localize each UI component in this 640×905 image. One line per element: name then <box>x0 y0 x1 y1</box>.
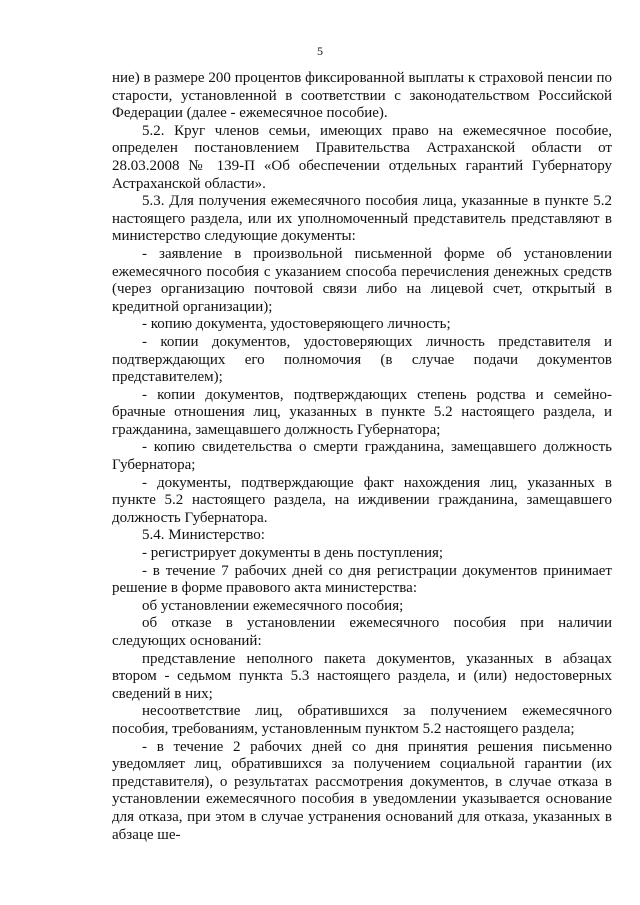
list-item-notification: - в течение 2 рабочих дней со дня принятия решения письменно уведомляет лиц, обратившихся за получением социальной гарантии (их представителя), о результатах рассмотрения документов, в случае отказа в установлении ежемесячного пособия в уведомлении указывается основание для отказа, при этом в случае устранения оснований для отказа, указанных в абзаце ше- <box>112 738 612 843</box>
list-item-death-certificate: - копию свидетельства о смерти гражданина, замещавшего должность Губернатора; <box>112 439 612 474</box>
page-number: 5 <box>317 44 323 58</box>
list-item-nonconformity: несоответствие лиц, обратившихся за получением ежемесячного пособия, требованиям, установленным пунктом 5.2 настоящего раздела; <box>112 703 612 737</box>
paragraph-5-3: 5.3. Для получения ежемесячного пособия лица, указанные в пункте 5.2 настоящего раздела, или их уполномоченный представитель представляют в министерство следующие документы: <box>112 193 612 245</box>
document-body <box>112 70 612 844</box>
list-item-decision: - в течение 7 рабочих дней со дня регистрации документов принимает решение в форме правового акта министерства: <box>112 562 612 597</box>
list-item-refusal: об отказе в установлении ежемесячного пособия при наличии следующих оснований: <box>112 615 612 649</box>
list-item-dependency-documents: - документы, подтверждающие факт нахождения лиц, указанных в пункте 5.2 настоящего раздела, на иждивении гражданина, замещавшего должность Губернатора. <box>112 474 612 526</box>
list-item-establishment: об установлении ежемесячного пособия; <box>142 597 404 614</box>
list-item-registers: - регистрирует документы в день поступления; <box>142 545 444 562</box>
list-item-representative-copies: - копии документов, удостоверяющих личность представителя и подтверждающих его полномочия (в случае подачи документов представителем); <box>112 333 612 386</box>
paragraph-5-4: 5.4. Министерство: <box>142 527 265 544</box>
list-item-kinship-copies: - копии документов, подтверждающих степень родства и семейно-брачные отношения лиц, указанных в пункте 5.2 настоящего раздела, и гражданина, замещавшего должность Губернатора; <box>112 386 612 438</box>
paragraph-5-2: 5.2. Круг членов семьи, имеющих право на ежемесячное пособие, определен постановлением Правительства Астраханской области от 28.03.2008 № 139-П «Об обеспечении отдельных гарантий Губернатору Астраханской области». <box>112 122 612 192</box>
paragraph-continuation: ние) в размере 200 процентов фиксированной выплаты к страховой пенсии по старости, установленной в соответствии с законодательством Российской Федерации (далее - ежемесячное пособие). <box>112 70 612 122</box>
list-item-incomplete-documents: представление неполного пакета документов, указанных в абзацах втором - седьмом пункта 5.3 настоящего раздела, и (или) недостоверных сведений в них; <box>112 650 612 702</box>
list-item-application: - заявление в произвольной письменной форме об установлении ежемесячного пособия с указанием способа перечисления денежных средств (через организацию почтовой связи либо на лицевой счет, открытый в кредитной организации); <box>112 245 612 315</box>
list-item-identity-copy: - копию документа, удостоверяющего личность; <box>142 316 451 333</box>
